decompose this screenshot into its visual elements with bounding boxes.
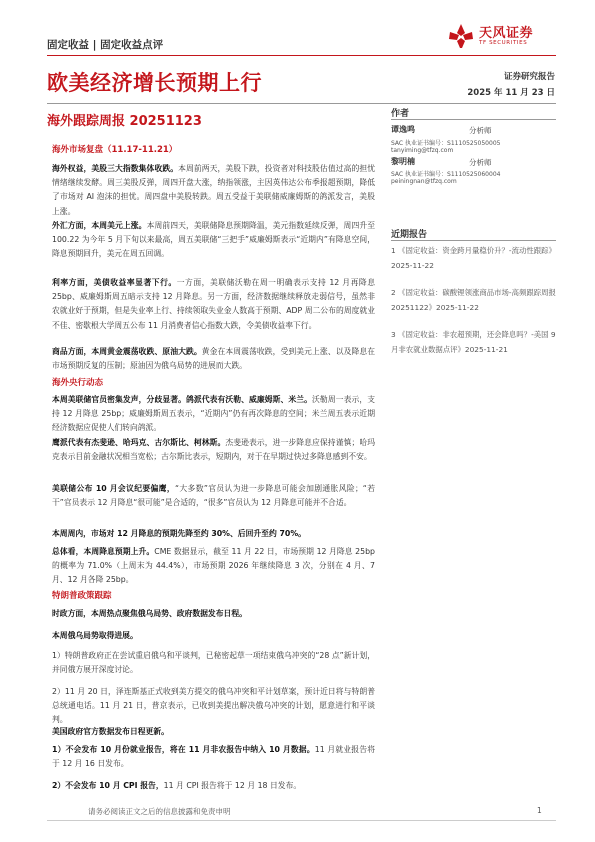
author-name: 谭逸鸣 <box>391 125 415 134</box>
recent-reports-heading: 近期报告 <box>391 230 428 240</box>
author-cert: SAC 执业证书编号：S1110525050005 <box>391 140 501 147</box>
authors-divider <box>391 119 556 120</box>
logo-text: 天风证券 <box>479 26 534 41</box>
logo-subtext: TF SECURITIES <box>479 40 528 46</box>
paragraph: 利率方面，美债收益率显著下行。一方面，美联储沃勒在周一明确表示支持 12 月再降息 25bp、威廉姆斯周五暗示支持 12 月降息。另一方面，经济数据继续释放走弱信号，虽然非农就业好于预期，但是失业率上行、持续领取失业金人数高于预期、ADP 周二公布的周度就业不佳、密歇根大学周五公布 11 月消费者信心指数大跌，令美债收益率下行。 <box>52 278 375 330</box>
section-heading: 特朗普政策跟踪 <box>52 591 112 601</box>
report-category: 固定收益 | 固定收益点评 <box>47 39 164 51</box>
company-logo-icon <box>446 22 476 50</box>
paragraph: 鹰派代表有杰斐逊、哈玛克、古尔斯比、柯林斯。杰斐逊表示，进一步降息应保持谨慎；哈玛克表示目前金融状况相当宽松；古尔斯比表示，短期内，对于在早期过快过多降息感到不安。 <box>52 438 375 462</box>
author-name: 黎明楠 <box>391 157 415 166</box>
recent-report-link[interactable]: 1 《固定收益：资金跨月量稳价升？-流动性跟踪》 2025-11-22 <box>391 246 556 270</box>
paragraph: 美联储公布 10 月会议纪要偏鹰，“大多数”官员认为进一步降息可能会加剧通胀风险；“若干”官员表示 12 月降息“很可能”是合适的，“很多”官员认为 12 月降息可能并不合适。 <box>52 484 376 508</box>
section-heading: 海外央行动态 <box>52 378 104 388</box>
author-title: 分析师 <box>469 158 492 167</box>
recent-report-link[interactable]: 2 《固定收益：碳酸锂领涨商品市场-高频跟踪周报 20251122》2025-11-22 <box>391 288 556 312</box>
page-number: 1 <box>537 806 542 815</box>
footer-divider <box>47 820 556 821</box>
paragraph: 1）特朗普政府正在尝试重启俄乌和平谈判，已秘密起草一项结束俄乌冲突的“28 点”新计划，并同俄方展开深度讨论。 <box>52 651 375 675</box>
paragraph: 商品方面，本周黄金震荡收跌、原油大跌。黄金在本周震荡收跌，受到美元上涨、以及降息在市场预期反复的压制；原油因为俄乌局势的进展而大跌。 <box>52 347 376 371</box>
report-type: 证券研究报告 <box>503 72 555 82</box>
title-divider <box>47 103 556 104</box>
paragraph: 本周周内，市场对 12 月降息的预期先降至约 30%、后回升至约 70%。 <box>52 529 306 538</box>
paragraph: 2）不会发布 10 月 CPI 报告，11 月 CPI 报告将于 12 月 18 日发布。 <box>52 781 302 790</box>
header-divider <box>47 55 556 56</box>
page-title: 欧美经济增长预期上行 <box>47 71 262 95</box>
authors-heading: 作者 <box>391 109 410 119</box>
report-date: 2025 年 11 月 23 日 <box>467 88 555 98</box>
recent-reports-divider <box>391 240 556 241</box>
paragraph: 海外权益，美股三大指数集体收跌。本周前两天，美股下跌，投资者对科技股估值过高的担忧情绪继续发酵。周三美股反弹，周四开盘大涨，纳指领涨，主因英伟达公布季报超预期，降低了市场对 AI 泡沫的担忧。周四盘中美股转跌。周五受益于美联储威廉姆斯的鸽派发言，美股上涨。 <box>52 164 376 216</box>
paragraph: 本周美联储官员密集发声，分歧显著。鸽派代表有沃勒、威廉姆斯、米兰。沃勒周一表示，支持 12 月降息 25bp；威廉姆斯周五表示，“近期内”仍有再次降息的空间；米兰周五表示近期经济数据应促使人们转向鸽派。 <box>52 395 376 433</box>
paragraph: 外汇方面，本周美元上涨。本周前四天，美联储降息预期降温，美元指数延续反弹，周四升至 100.22 为今年 5 月下旬以来最高，周五美联储“三把手”威廉姆斯表示“近期内”有降息空间，降息预期回升，美元在周五回调。 <box>52 221 375 259</box>
section-heading: 海外市场复盘（11.17-11.21） <box>52 145 178 155</box>
recent-report-link[interactable]: 3 《固定收益：非农超预期，还会降息吗？-美国 9 月非农就业数据点评》2025-11-21 <box>391 330 556 354</box>
page-subtitle: 海外跟踪周报 20251123 <box>47 114 202 129</box>
author-email[interactable]: peiningnan@tfzq.com <box>391 178 457 185</box>
paragraph: 美国政府官方数据发布日程更新。 <box>52 727 169 736</box>
paragraph: 本周俄乌局势取得进展。 <box>52 631 138 640</box>
paragraph: 2）11 月 20 日，泽连斯基正式收到美方提交的俄乌冲突和平计划草案，预计近日将与特朗普总统通电话。11 月 21 日，普京表示，已收到美提出解决俄乌冲突的计划，愿意进行和平谈判。 <box>52 687 375 725</box>
author-email[interactable]: tanyiming@tfzq.com <box>391 147 454 154</box>
paragraph: 时政方面，本周热点聚焦俄乌局势、政府数据发布日程。 <box>52 609 247 618</box>
author-cert: SAC 执业证书编号：S1110525060004 <box>391 171 501 178</box>
disclaimer-text: 请务必阅读正文之后的信息披露和免责申明 <box>88 807 231 816</box>
paragraph: 总体看，本周降息预期上升。CME 数据显示，截至 11 月 22 日，市场预期 12 月降息 25bp 的概率为 71.0%（上周末为 44.4%），市场预期 2026 年继续降息 3 次，分别在 4 月、7 月、12 月各降 25bp。 <box>52 547 375 585</box>
paragraph: 1）不会发布 10 月份就业报告，将在 11 月非农报告中纳入 10 月数据。11 月就业报告将于 12 月 16 日发布。 <box>52 745 375 769</box>
author-title: 分析师 <box>469 126 492 135</box>
